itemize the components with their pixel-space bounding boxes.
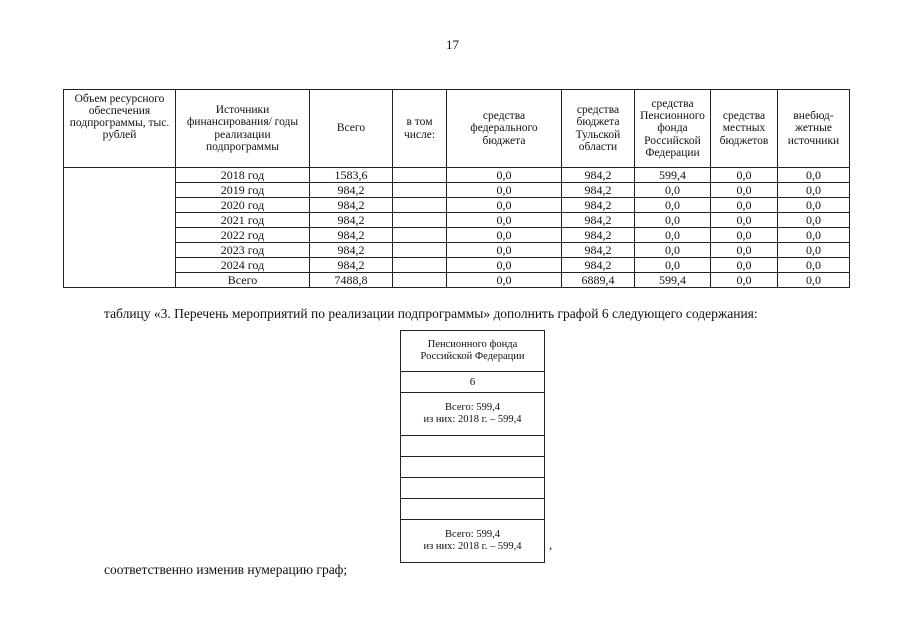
pension-total-breakdown: из них: 2018 г. – 599,4 [423, 414, 522, 425]
funding-table-body [64, 168, 850, 288]
pension-column-table [400, 330, 545, 563]
funding-table [63, 89, 850, 288]
federal-value: 0,0 [447, 213, 562, 228]
row-label: Всего [176, 273, 310, 288]
table-row [64, 258, 850, 273]
empty-cell [401, 478, 545, 499]
local-value: 0,0 [711, 273, 778, 288]
pension-total-line: Всего: 599,4 [445, 401, 500, 413]
resource-volume-cell [64, 168, 176, 183]
local-value: 0,0 [711, 243, 778, 258]
federal-value: 0,0 [447, 183, 562, 198]
pension-column-header: Пенсионного фонда Российской Федерации [401, 331, 545, 372]
table-row [64, 273, 850, 288]
total-value: 984,2 [310, 228, 393, 243]
empty-cell [401, 457, 545, 478]
header-pension-fund: средства Пенсионного фонда Российской Федерации [635, 90, 711, 168]
federal-value: 0,0 [447, 198, 562, 213]
funding-table-header [64, 90, 850, 168]
local-value: 0,0 [711, 213, 778, 228]
resource-volume-cell [64, 258, 176, 273]
including-value [393, 198, 447, 213]
pension-fund-value: 0,0 [635, 258, 711, 273]
resource-volume-cell [64, 183, 176, 198]
federal-value: 0,0 [447, 243, 562, 258]
pension-fund-value: 599,4 [635, 168, 711, 183]
local-value: 0,0 [711, 183, 778, 198]
pension-fund-value: 599,4 [635, 273, 711, 288]
header-total: Всего [310, 90, 393, 168]
extrabudgetary-value: 0,0 [778, 273, 850, 288]
federal-value: 0,0 [447, 168, 562, 183]
row-label: 2019 год [176, 183, 310, 198]
federal-value: 0,0 [447, 258, 562, 273]
total-value: 984,2 [310, 243, 393, 258]
pension-fund-value: 0,0 [635, 243, 711, 258]
header-local: средства местных бюджетов [711, 90, 778, 168]
row-label: 2024 год [176, 258, 310, 273]
pension-fund-value: 0,0 [635, 228, 711, 243]
resource-volume-cell [64, 243, 176, 258]
table-row [64, 243, 850, 258]
federal-value: 0,0 [447, 273, 562, 288]
including-value [393, 228, 447, 243]
closing-text: соответственно изменив нумерацию граф; [104, 562, 348, 577]
regional-value: 984,2 [562, 243, 635, 258]
total-value: 984,2 [310, 198, 393, 213]
extrabudgetary-value: 0,0 [778, 243, 850, 258]
resource-volume-cell [64, 213, 176, 228]
resource-volume-header: Объем ресурсного обеспечения подпрограммы, тыс. рублей [64, 90, 176, 168]
regional-value: 984,2 [562, 258, 635, 273]
total-value: 984,2 [310, 183, 393, 198]
header-sources: Источники финансирования/ годы реализации подпрограммы [176, 90, 310, 168]
including-value [393, 258, 447, 273]
resource-volume-cell [64, 228, 176, 243]
regional-value: 6889,4 [562, 273, 635, 288]
regional-value: 984,2 [562, 198, 635, 213]
resource-volume-cell [64, 198, 176, 213]
including-value [393, 243, 447, 258]
total-value: 984,2 [310, 213, 393, 228]
total-value: 1583,6 [310, 168, 393, 183]
resource-volume-cell [64, 273, 176, 288]
row-label: 2021 год [176, 213, 310, 228]
instruction-text: таблицу «3. Перечень мероприятий по реализации подпрограммы» дополнить графой 6 следующего содержания: [104, 306, 758, 321]
empty-cell [401, 436, 545, 457]
header-federal: средства федерального бюджета [447, 90, 562, 168]
including-value [393, 183, 447, 198]
table-row [64, 168, 850, 183]
pension-final-total-breakdown: из них: 2018 г. – 599,4 [423, 541, 522, 552]
extrabudgetary-value: 0,0 [778, 213, 850, 228]
local-value: 0,0 [711, 168, 778, 183]
table-row [64, 183, 850, 198]
row-label: 2022 год [176, 228, 310, 243]
pension-fund-value: 0,0 [635, 183, 711, 198]
pension-fund-value: 0,0 [635, 213, 711, 228]
total-value: 984,2 [310, 258, 393, 273]
including-value [393, 273, 447, 288]
total-value: 7488,8 [310, 273, 393, 288]
table-row [64, 213, 850, 228]
regional-value: 984,2 [562, 183, 635, 198]
pension-final-total-line: Всего: 599,4 [445, 528, 500, 540]
empty-cell [401, 499, 545, 520]
regional-value: 984,2 [562, 168, 635, 183]
local-value: 0,0 [711, 228, 778, 243]
table-row [64, 198, 850, 213]
pension-column-number: 6 [401, 372, 545, 393]
regional-value: 984,2 [562, 213, 635, 228]
local-value: 0,0 [711, 198, 778, 213]
page-number: 17 [446, 37, 459, 52]
trailing-comma: , [549, 537, 553, 552]
extrabudgetary-value: 0,0 [778, 228, 850, 243]
pension-column-total [401, 393, 545, 436]
row-label: 2023 год [176, 243, 310, 258]
local-value: 0,0 [711, 258, 778, 273]
table-row [64, 228, 850, 243]
row-label: 2020 год [176, 198, 310, 213]
including-value [393, 168, 447, 183]
pension-column-final-total [401, 520, 545, 563]
extrabudgetary-value: 0,0 [778, 258, 850, 273]
header-regional: средства бюджета Тульской области [562, 90, 635, 168]
pension-fund-value: 0,0 [635, 198, 711, 213]
regional-value: 984,2 [562, 228, 635, 243]
including-value [393, 213, 447, 228]
extrabudgetary-value: 0,0 [778, 183, 850, 198]
extrabudgetary-value: 0,0 [778, 198, 850, 213]
federal-value: 0,0 [447, 228, 562, 243]
row-label: 2018 год [176, 168, 310, 183]
extrabudgetary-value: 0,0 [778, 168, 850, 183]
header-including: в том числе: [393, 90, 447, 168]
header-extrabudgetary: внебюд-жетные источники [778, 90, 850, 168]
